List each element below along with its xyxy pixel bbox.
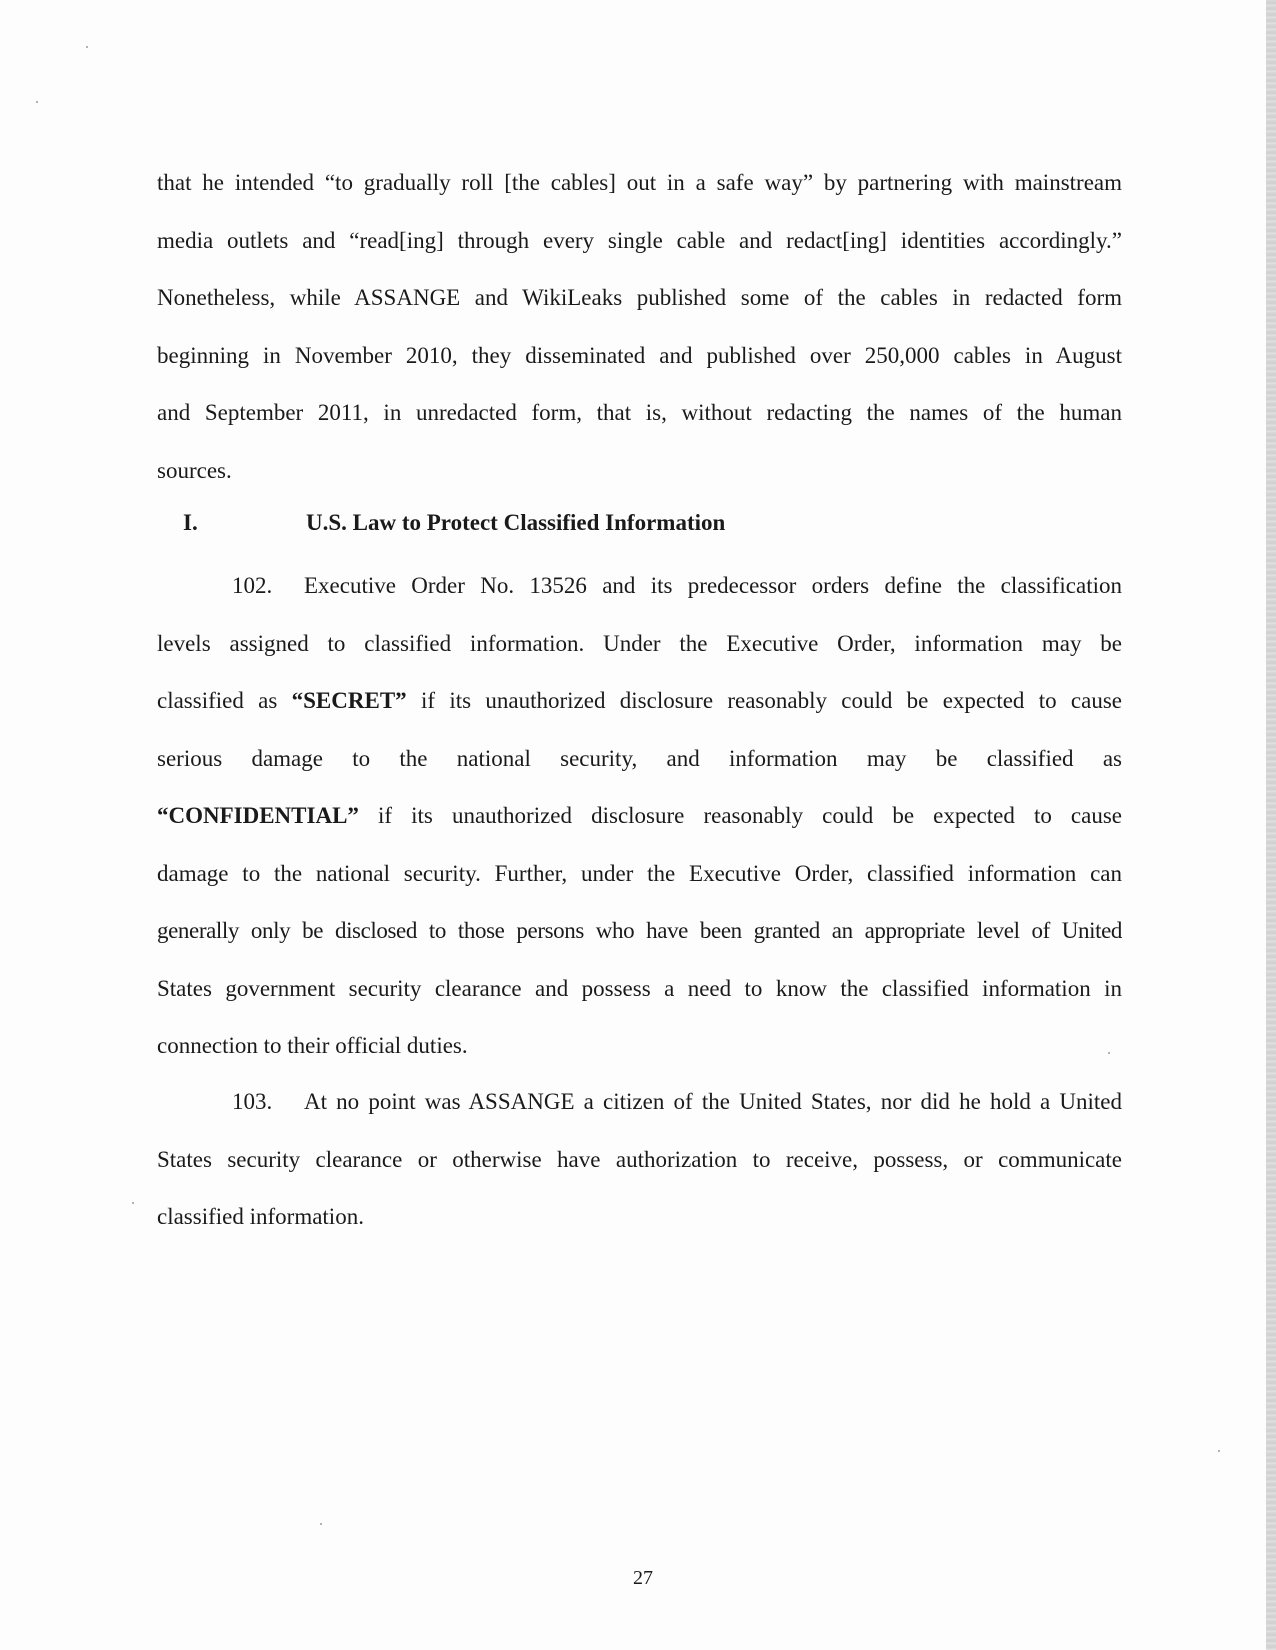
text-line xyxy=(157,787,1122,845)
text-line: that he intended “to gradually roll [the cables] out in a safe way” by partnering with mainstream xyxy=(157,170,1122,195)
text-line: beginning in November 2010, they disseminated and published over 250,000 cables in August xyxy=(157,342,1122,368)
paragraph-number: 103. xyxy=(232,1089,273,1114)
text-line xyxy=(157,557,1122,615)
text-line: media outlets and “read[ing] through every single cable and redact[ing] identities accordingly.” xyxy=(157,227,1122,253)
classification-confidential: “CONFIDENTIAL” xyxy=(157,803,359,828)
text-line xyxy=(157,672,1122,730)
text-segment: Executive Order No. 13526 and its predecessor orders define the classification xyxy=(304,573,1122,598)
section-title: U.S. Law to Protect Classified Information xyxy=(306,510,726,535)
text-line: damage to the national security. Further, under the Executive Order, classified information can xyxy=(157,860,1122,886)
section-number: I. xyxy=(183,510,198,535)
scan-speck xyxy=(86,46,88,48)
scan-speck xyxy=(132,1202,134,1204)
section-heading xyxy=(183,510,725,536)
continued-paragraph xyxy=(157,154,1122,499)
text-line: States security clearance or otherwise have authorization to receive, possess, or communicate xyxy=(157,1146,1122,1172)
text-segment: At no point was ASSANGE a citizen of the United States, nor did he hold a United xyxy=(304,1089,1122,1114)
scan-speck xyxy=(320,1523,322,1525)
text-line: connection to their official duties. xyxy=(157,1033,468,1058)
text-line: and September 2011, in unredacted form, that is, without redacting the names of the human xyxy=(157,400,1122,425)
text-line: serious damage to the national security, and information may be classified as xyxy=(157,745,1122,771)
text-segment: if its unauthorized disclosure reasonably could be expected to cause xyxy=(406,688,1122,713)
text-line: sources. xyxy=(157,457,232,483)
scan-speck xyxy=(36,101,38,103)
text-segment: if its unauthorized disclosure reasonably could be expected to cause xyxy=(358,803,1122,828)
text-line xyxy=(157,1073,1122,1131)
scan-speck xyxy=(1108,1052,1110,1054)
text-line: classified information. xyxy=(157,1204,364,1229)
text-line: Nonetheless, while ASSANGE and WikiLeaks published some of the cables in redacted form xyxy=(157,285,1122,310)
text-segment: classified as xyxy=(157,688,292,713)
paragraph-102 xyxy=(157,557,1122,1075)
scan-speck xyxy=(1218,1450,1220,1452)
text-line: levels assigned to classified information. Under the Executive Order, information may be xyxy=(157,630,1122,656)
classification-secret: “SECRET” xyxy=(291,688,407,713)
text-line: States government security clearance and possess a need to know the classified information in xyxy=(157,975,1122,1001)
page-number: 27 xyxy=(633,1567,653,1589)
paragraph-number: 102. xyxy=(232,573,273,598)
paragraph-103 xyxy=(157,1073,1122,1246)
text-line: generally only be disclosed to those persons who have been granted an appropriate level of United xyxy=(157,918,1122,943)
scan-edge xyxy=(1266,0,1276,1650)
